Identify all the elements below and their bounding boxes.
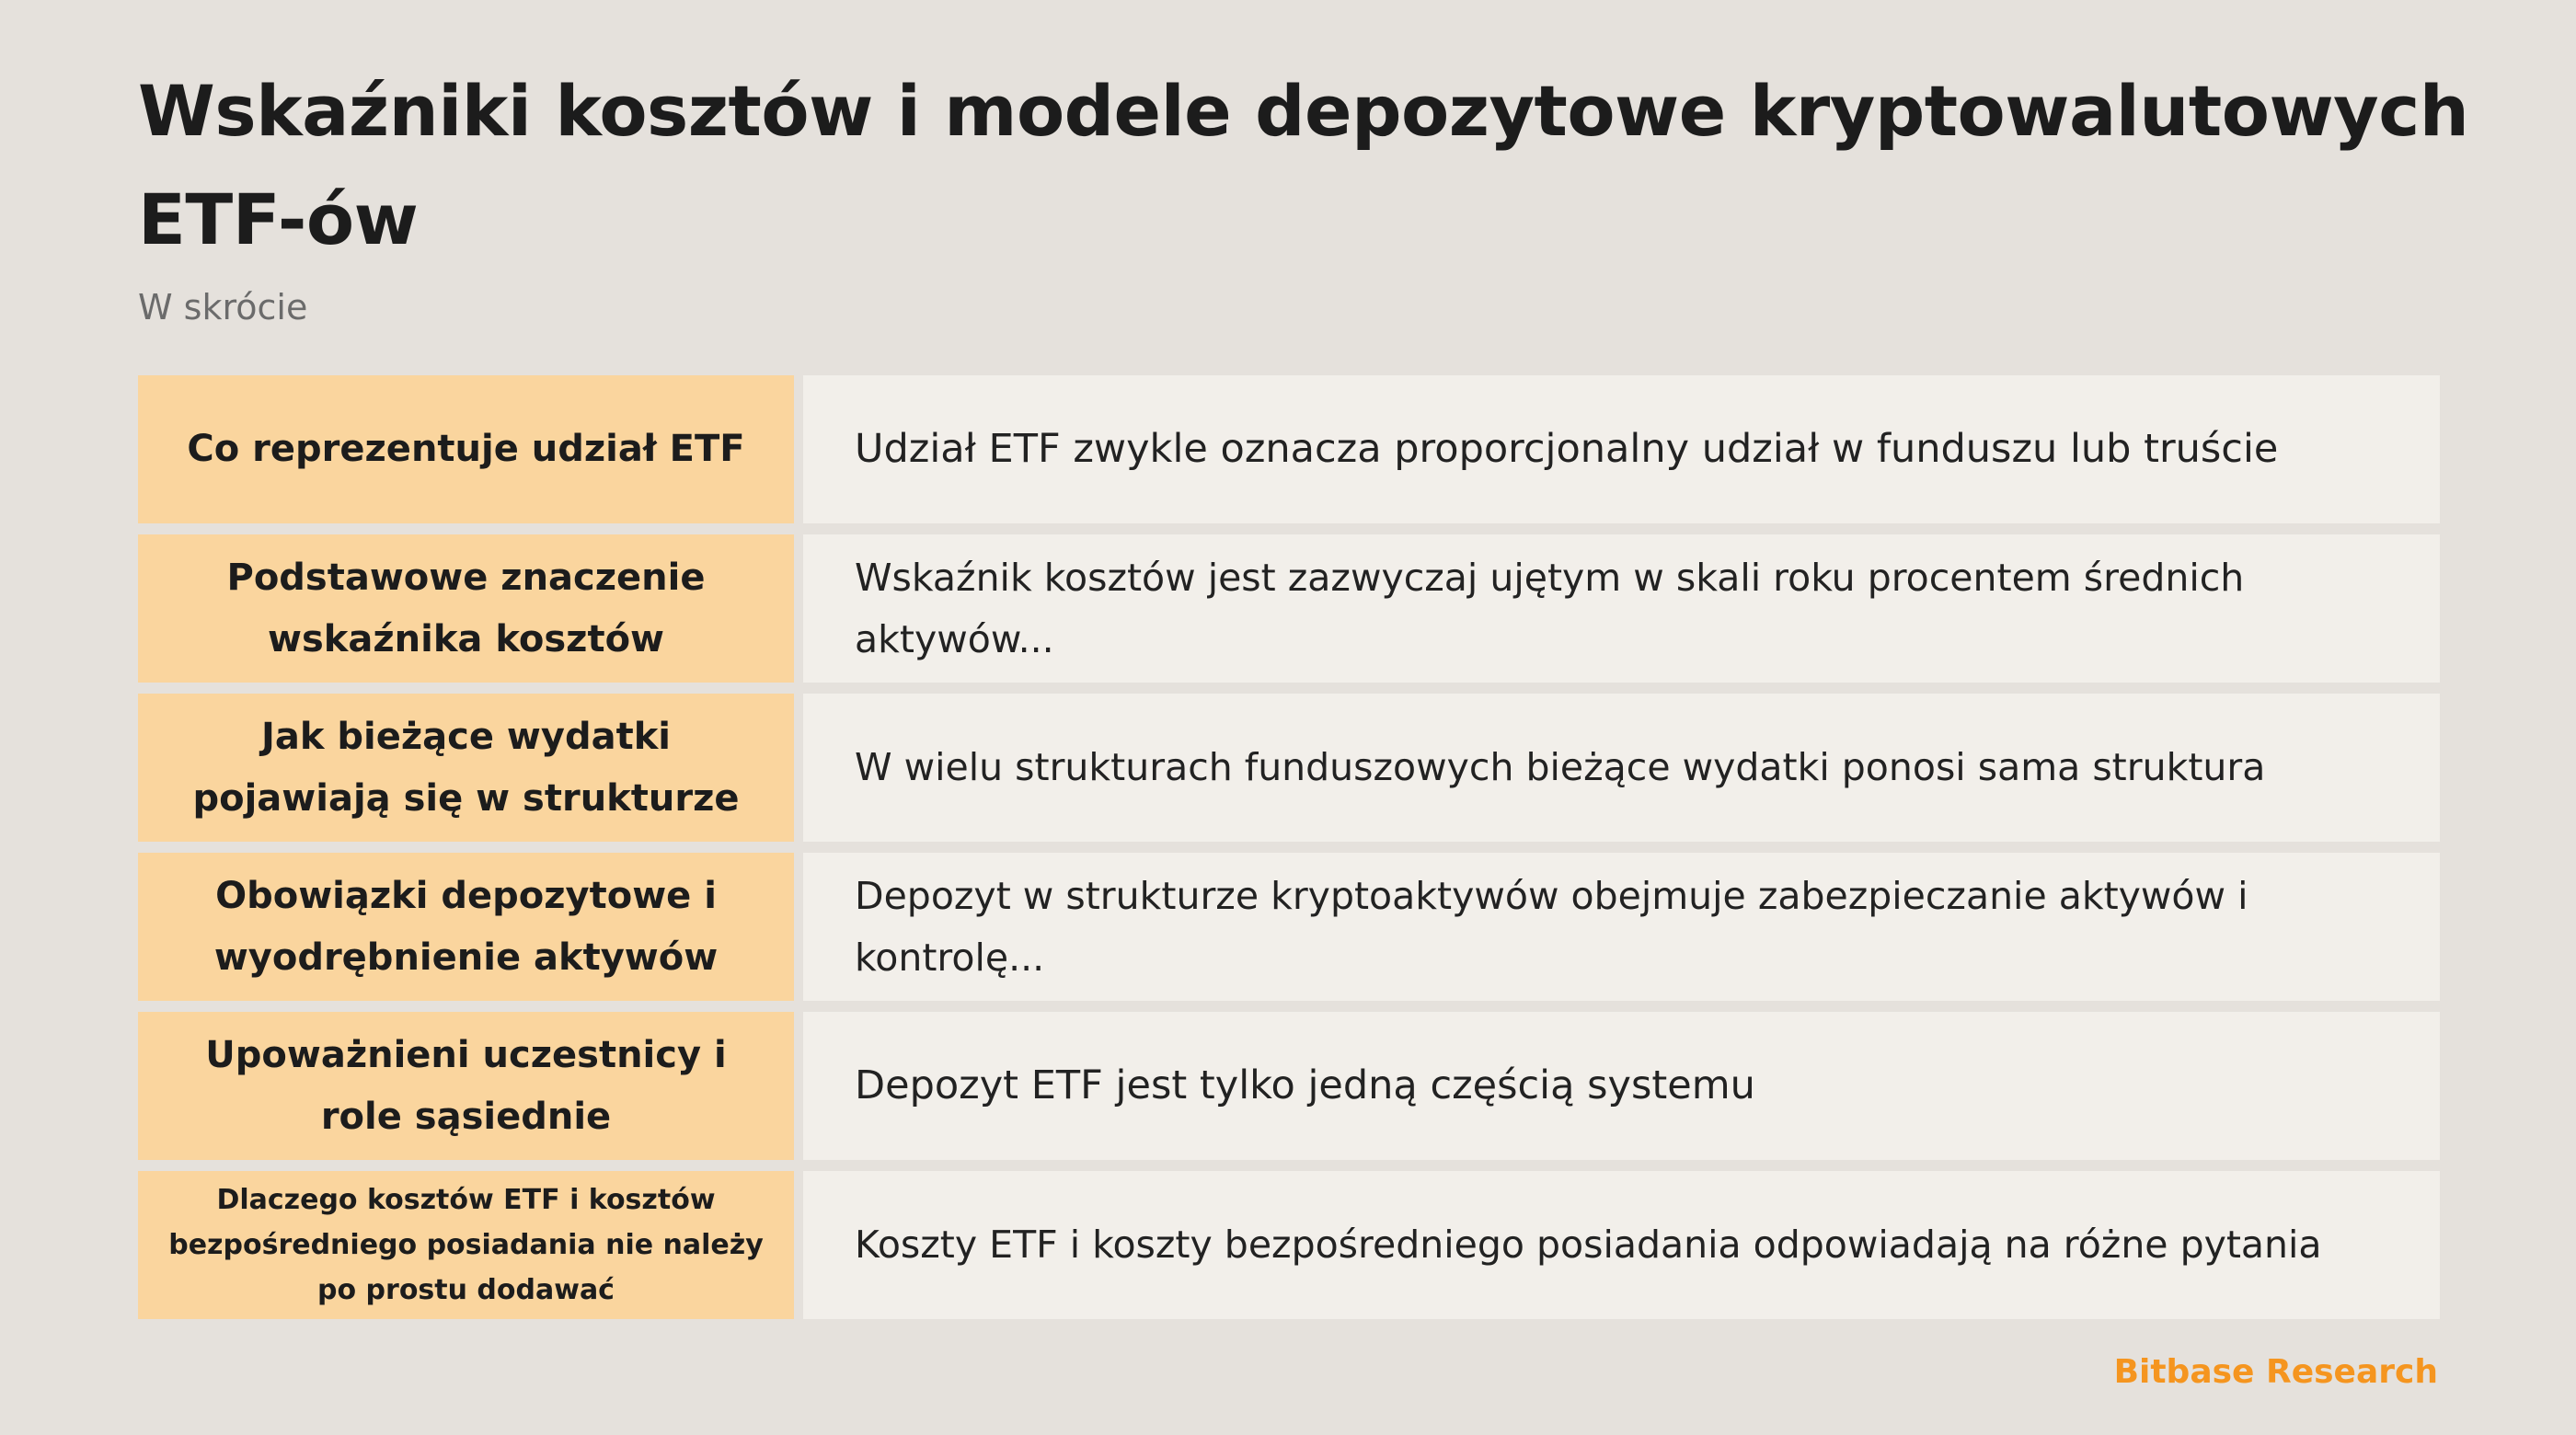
row-label: Co reprezentuje udział ETF <box>138 375 794 523</box>
table-row <box>138 375 2440 523</box>
row-label: Dlaczego kosztów ETF i kosztów bezpośredniego posiadania nie należy po prostu dodawać <box>138 1171 794 1319</box>
row-label: Obowiązki depozytowe i wyodrębnienie aktywów <box>138 853 794 1001</box>
row-value: W wielu strukturach funduszowych bieżące wydatki ponosi sama struktura <box>803 694 2440 842</box>
summary-table <box>138 375 2440 1319</box>
table-row <box>138 1171 2440 1319</box>
page-subtitle: W skrócie <box>138 287 308 327</box>
page-title: Wskaźniki kosztów i modele depozytowe kryptowalutowych ETF-ów <box>138 70 2469 260</box>
row-label: Jak bieżące wydatki pojawiają się w strukturze <box>138 694 794 842</box>
row-value: Depozyt ETF jest tylko jedną częścią systemu <box>803 1012 2440 1160</box>
table-row <box>138 1012 2440 1160</box>
row-label: Podstawowe znaczenie wskaźnika kosztów <box>138 534 794 683</box>
row-value: Udział ETF zwykle oznacza proporcjonalny udział w funduszu lub truście <box>803 375 2440 523</box>
row-label: Upoważnieni uczestnicy i role sąsiednie <box>138 1012 794 1160</box>
table-row <box>138 853 2440 1001</box>
table-row <box>138 534 2440 683</box>
row-value: Koszty ETF i koszty bezpośredniego posiadania odpowiadają na różne pytania <box>803 1171 2440 1319</box>
table-row <box>138 694 2440 842</box>
row-value: Wskaźnik kosztów jest zazwyczaj ujętym w skali roku procentem średnich aktywów... <box>803 534 2440 683</box>
row-value: Depozyt w strukturze kryptoaktywów obejmuje zabezpieczanie aktywów i kontrolę... <box>803 853 2440 1001</box>
brand-footer: Bitbase Research <box>2113 1353 2438 1391</box>
